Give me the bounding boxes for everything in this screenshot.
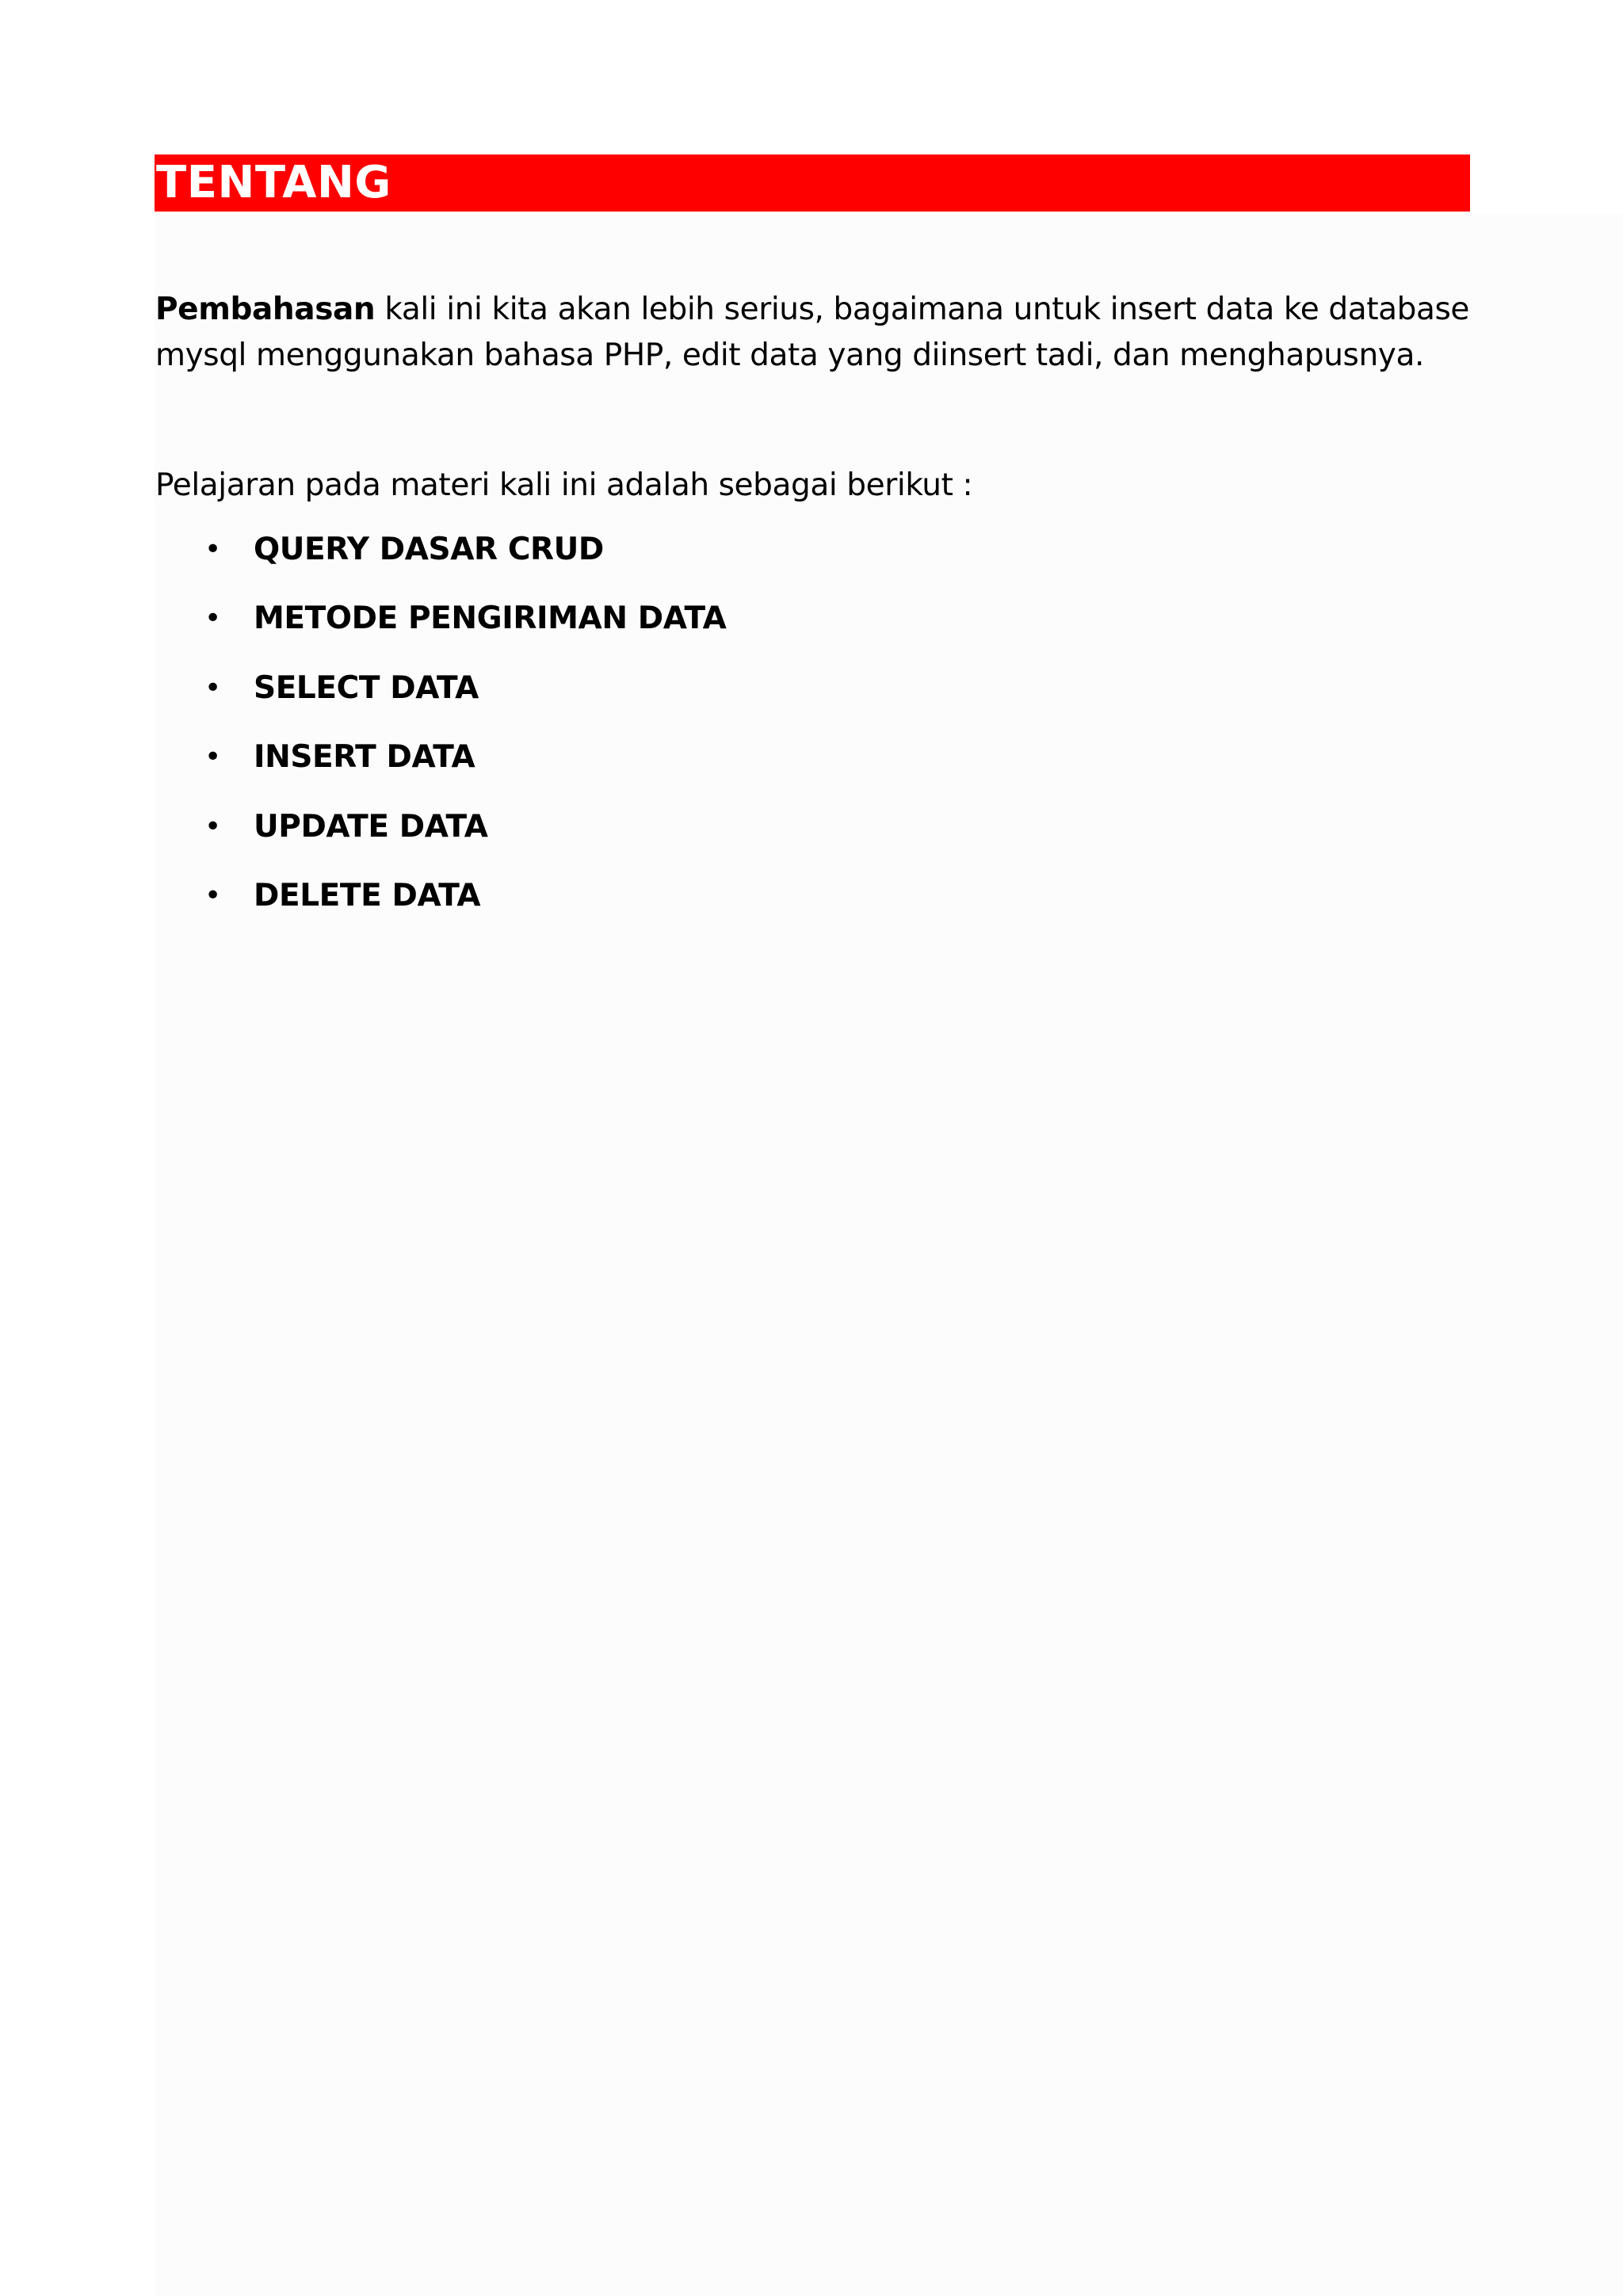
- bullet-icon: •: [204, 810, 222, 843]
- bullet-icon: •: [204, 533, 222, 566]
- lessons-heading: Pelajaran pada materi kali ini adalah sebagai berikut :: [155, 467, 973, 503]
- list-item-label: DELETE DATA: [254, 877, 481, 913]
- list-item-label: METODE PENGIRIMAN DATA: [254, 601, 727, 637]
- intro-body-text: kali ini kita akan lebih serius, bagaimana untuk insert data ke database mysql menggunakan bahasa PHP, edit data yang diinsert tadi, dan menghapusnya.: [155, 292, 1469, 373]
- bullet-icon: •: [204, 602, 222, 635]
- list-item-label: UPDATE DATA: [254, 808, 488, 845]
- section-title-bar: [155, 154, 1470, 212]
- bullet-icon: •: [204, 879, 222, 912]
- bullet-icon: •: [204, 741, 222, 774]
- bullet-icon: •: [204, 671, 222, 704]
- list-item-label: QUERY DASAR CRUD: [254, 532, 604, 567]
- list-item-label: INSERT DATA: [254, 739, 475, 776]
- list-item-label: SELECT DATA: [254, 669, 479, 706]
- intro-lead-word: Pembahasan: [155, 292, 376, 327]
- intro-paragraph: [155, 287, 1469, 379]
- section-title: TENTANG: [156, 157, 391, 208]
